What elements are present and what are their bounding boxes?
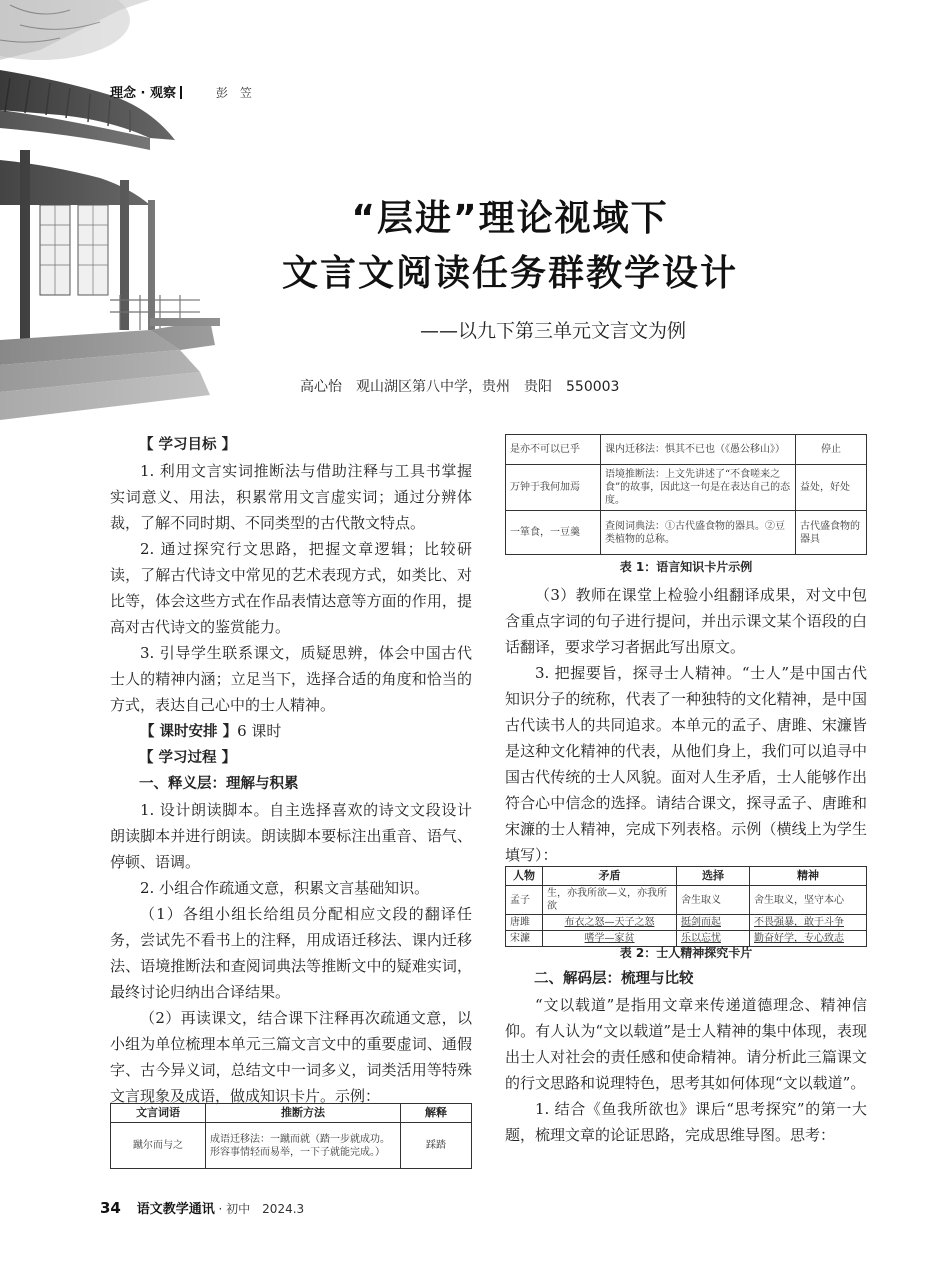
student-answer: 不畏强暴，敢于斗争 [754,917,844,928]
journal-name: 语文教学通讯 [136,1202,215,1217]
table2 [505,866,867,947]
author-line: 高心怡 观山湖区第八中学，贵州 贵阳 550003 [300,379,620,395]
goal-3: 3. 引导学生联系课文，质疑思辨，体会中国古代士人的精神内涵；立足当下，选择合适的角度和恰当的方式，表达自己心中的士人精神。 [110,644,472,714]
table2-cell: 舍生取义 [677,886,750,915]
s1-paragraph-1: 1. 设计朗读脚本。自主选择喜欢的诗文文段设计朗读脚本并进行朗读。朗读脚本要标注出重音、语气、停顿、语调。 [110,801,472,871]
right-column [505,582,867,868]
table2-cell: 宋濂 [506,931,543,947]
goal-2: 2. 通过探究行文思路，把握文章逻辑；比较研读，了解古代诗文中常见的艺术表现方式，如类比、对比等，体会这些方式在作品表情达意等方面的作用，提高对古代诗文的鉴赏能力。 [110,540,472,636]
table1-cell: 查阅词典法：①古代盛食物的器具。②豆类植物的总称。 [601,511,796,555]
heading-goals: 【 学习目标 】 [139,437,237,453]
article-title-line2: 文言文阅读任务群教学设计 [281,253,738,294]
right-column-lower [505,966,867,1148]
s1-paragraph-3: （1）各组小组长给组员分配相应文段的翻译任务，尝试先不看书上的注释，用成语迁移法、课内迁移法、语境推断法和查阅词典法等推断文中的疑难实词，最终讨论归纳出合译结果。 [110,905,472,1001]
table2-cell [677,915,750,931]
table1-cell: 停止 [796,435,867,465]
goal-1: 1. 利用文言实词推断法与借助注释与工具书掌握实词意义、用法，积累常用文言虚实词；通过分辨体裁，了解不同时期、不同类型的古代散文特点。 [110,462,472,532]
table1-header: 解释 [401,1104,472,1123]
schedule-line [110,718,472,745]
editor-name: 彭 笠 [216,86,256,100]
s1-paragraph-4: （2）再读课文，结合课下注释再次疏通文意，以小组为单位梳理本单元三篇文言文中的重要虚词、通假字、古今异义词，总结文中一词多义，词类活用等特殊文言现象及成语，做成知识卡片。示例： [110,1009,472,1105]
table1-cell: 成语迁移法：一蹴而就（踏一步就成功。形容事情轻而易举，一下子就能完成。） [206,1123,401,1169]
table2-cell [750,915,867,931]
table1-cell: 蹴尔而与之 [111,1123,206,1169]
table1-header: 推断方法 [206,1104,401,1123]
article-subtitle: ——以九下第三单元文言文为例 [420,320,687,342]
right-paragraph-1: （3）教师在课堂上检验小组翻译成果，对文中包含重点字词的句子进行提问，并出示课文某个语段的白话翻译，要求学习者据此写出原文。 [505,586,867,656]
student-answer: 勤奋好学，专心致志 [754,933,844,944]
table1-part2 [505,434,867,555]
right-paragraph-3: “文以载道”是指用文章来传递道德理念、精神信仰。有人认为“文以载道”是士人精神的集中体现，表现出士人对社会的责任感和使命精神。请分析此三篇课文的行文思路和说理特色，思考其如何体现“文以载道”。 [505,996,867,1092]
journal-issue: · 初中 2024.3 [218,1202,305,1216]
table2-header: 选择 [677,867,750,886]
table1-cell: 语境推断法：上文先讲述了“不食嗟来之食”的故事，因此这一句是在表达自己的态度。 [601,465,796,511]
page-footer [100,1198,304,1217]
heading-schedule: 【 课时安排 】 [140,724,238,740]
student-answer: 嗜学—家贫 [584,933,635,944]
heading-process: 【 学习过程 】 [139,750,237,766]
page-number: 34 [100,1199,121,1217]
table2-caption: 表 2：士人精神探究卡片 [619,946,753,960]
table2-cell: 孟子 [506,886,543,915]
left-column [110,432,472,1109]
table1-part1 [110,1103,472,1169]
table2-cell [543,915,677,931]
table2-header: 人物 [506,867,543,886]
section-2-heading: 二、解码层：梳理与比较 [534,971,694,987]
table2-cell: 舍生取义，坚守本心 [750,886,867,915]
table2-cell: 生，亦我所欲—义，亦我所欲 [543,886,677,915]
table1-cell: 一箪食，一豆羹 [506,511,601,555]
section-1-heading: 一、释义层：理解与积累 [139,776,299,792]
column-tag: 理念 · 观察 [110,82,182,101]
table1-caption: 表 1：语言知识卡片示例 [619,560,753,574]
table1-cell: 万钟于我何加焉 [506,465,601,511]
s1-paragraph-2: 2. 小组合作疏通文意，积累文言基础知识。 [140,879,430,897]
table1-cell: 课内迁移法：惧其不已也（《愚公移山》） [601,435,796,465]
schedule-value: 6 课时 [237,722,282,740]
right-paragraph-2: 3. 把握要旨，探寻士人精神。“士人”是中国古代知识分子的统称，代表了一种独特的文化精神，是中国古代读书人的共同追求。本单元的孟子、唐雎、宋濂皆是这种文化精神的代表，从他们身上，我们可以追寻中国古代传统的士人风貌。面对人生矛盾，士人能够作出符合心中信念的选择。请结合课文，探寻孟子、唐雎和宋濂的士人精神，完成下列表格。示例（横线上为学生填写）： [505,664,867,864]
table1-cell: 益处，好处 [796,465,867,511]
table1-cell: 是亦不可以已乎 [506,435,601,465]
table2-cell: 唐雎 [506,915,543,931]
article-title-line1: “层进”理论视域下 [351,198,669,239]
student-answer: 挺剑而起 [681,917,721,928]
right-paragraph-4: 1. 结合《鱼我所欲也》课后“思考探究”的第一大题，梳理文章的论证思路，完成思维导图。思考： [505,1100,867,1144]
table2-header: 精神 [750,867,867,886]
table1-cell: 古代盛食物的器具 [796,511,867,555]
table1-cell: 踩踏 [401,1123,472,1169]
table2-header: 矛盾 [543,867,677,886]
table1-header: 文言词语 [111,1104,206,1123]
student-answer: 布衣之怒—天子之怒 [564,917,655,928]
student-answer: 乐以忘忧 [681,933,721,944]
